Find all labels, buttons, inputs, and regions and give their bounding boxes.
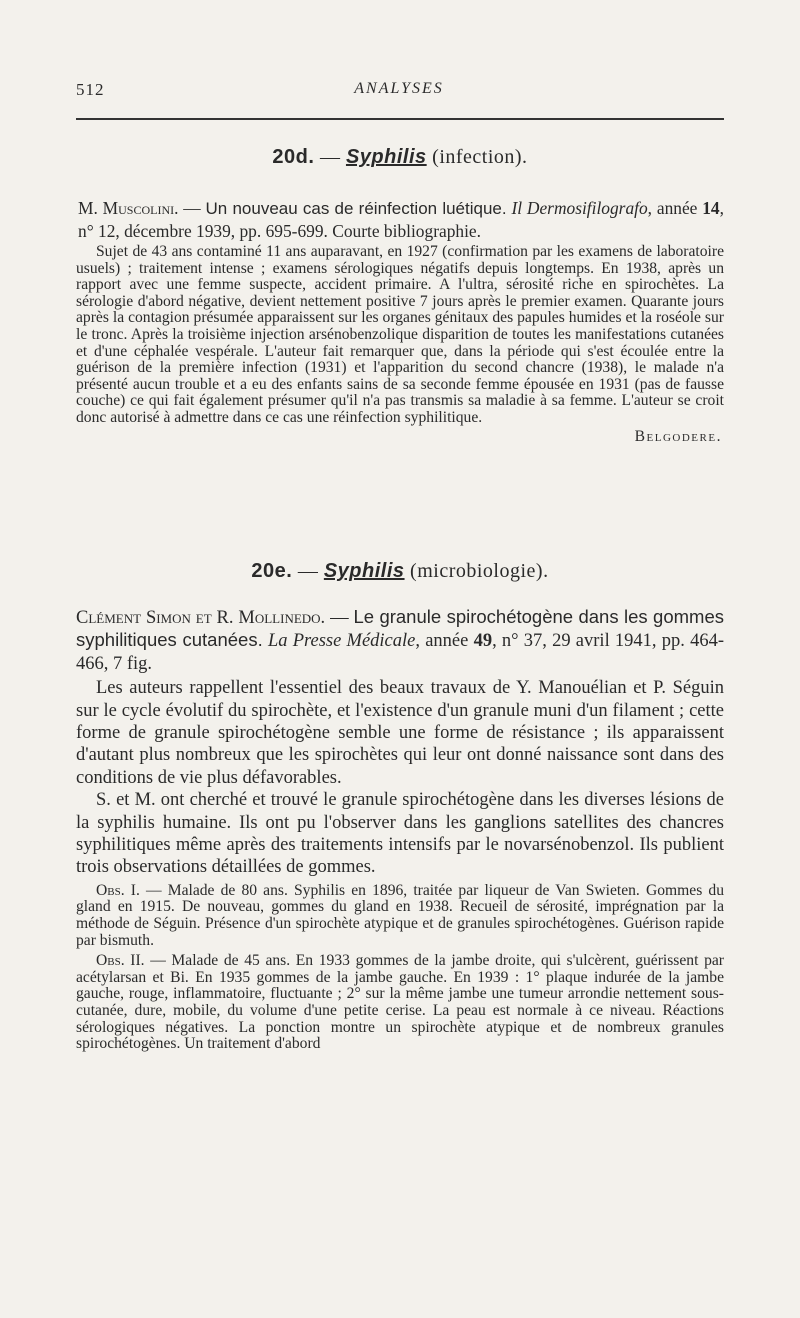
- obs-text: — Malade de 45 ans. En 1933 gommes de la jambe droite, qui s'ulcèrent, guérissent par acétylarsan et Bi. En 1935 gommes de la jambe gauche. En 1939 : 1° plaque indurée de la jambe gauche, rouge, inflammatoire, fluctuante ; 2° sur la même jambe une tumeur arrondie nettement sous-cutanée, dure, mobile, du volume d'une petite cerise. La peau est normale à ce niveau. Réactions sérologiques négatives. La ponction montre un spirochète atypique et de nombreux granules spirochétogènes. Un traitement d'abord: [76, 952, 724, 1053]
- article-muscolini: [76, 197, 724, 445]
- observation-2: [76, 953, 724, 1053]
- section-heading-20d: [76, 146, 724, 169]
- journal-name: Il Dermosifilografo: [511, 198, 648, 218]
- citation-post: , n° 12, décembre 1939, pp. 695-699. Courte bibliographie.: [78, 198, 724, 241]
- obs-label: Obs. I.: [96, 881, 140, 899]
- section-dash: —: [292, 560, 324, 582]
- obs-text: — Malade de 80 ans. Syphilis en 1896, traitée par liqueur de Van Swieten. Gommes du gland en 1915. De nouveau, gommes du gland en 1938. Recueil de sérosité, imprégnation par la méthode de Séguin. Présence d'un spirochète atypique et de granules spirochétogènes. Guérison rapide par bismuth.: [76, 881, 724, 949]
- page-number: 512: [76, 80, 105, 99]
- article-title: Un nouveau cas de réinfection luétique.: [205, 199, 507, 218]
- section-subject: (infection).: [426, 146, 528, 168]
- article-citation: [76, 606, 724, 675]
- article-simon-mollinedo: [76, 606, 724, 1053]
- section-heading-20e: [76, 560, 724, 583]
- journal-volume: 14: [702, 198, 720, 218]
- journal-volume: 49: [473, 631, 493, 652]
- citation-pre: , année: [647, 198, 703, 218]
- journal-name: La Presse Médicale: [267, 631, 416, 652]
- running-title: ANALYSES: [354, 80, 444, 97]
- section-number: 20d.: [272, 146, 315, 168]
- section-keyword: Syphilis: [345, 146, 427, 168]
- article-body: Sujet de 43 ans contaminé 11 ans auparavant, en 1927 (confirmation par les examens de laboratoire usuels) ; traitement intense ; examens sérologiques négatifs depuis longtemps. En 1938, après un rapport avec une femme suspecte, accident primaire. A l'ultra, sérosité riche en spirochètes. La sérologie d'abord négative, devient nettement positive 7 jours après le premier examen. Quarante jours après la contagion présumée apparaissent sur les organes génitaux des papules humides et la roséole sur le tronc. Après la troisième injection arsénobenzolique disparition de toutes les manifestations cutanées et d'une céphalée vespérale. L'auteur fait remarquer que, dans la période qui s'est écoulée entre la guérison de la première infection (1931) et l'apparition du second chancre (1938), le malade n'a présenté aucun trouble et a eu des enfants sains de sa seconde femme épousée en 1931 (pas de fausse couche) ce qui fait également présumer qu'il n'a pas transmis sa maladie à sa femme. L'auteur se croit donc autorisé à admettre dans ce cas une réinfection syphilitique.: [76, 243, 724, 426]
- section-dash: —: [314, 146, 346, 168]
- paragraph-1: Les auteurs rappellent l'essentiel des beaux travaux de Y. Manouélian et P. Séguin sur le cycle évolutif du spirochète, et l'existence d'un granule muni d'un filament ; cette forme de granule spirochétogène semble une forme de résistance ; ils apparaissent d'autant plus nombreux que les spirochètes qui leur ont donné naissance sont dans des conditions de vie plus défavorables.: [76, 678, 724, 788]
- article-citation: [76, 197, 724, 242]
- citation-pre: , année: [415, 631, 474, 652]
- paragraph-2: S. et M. ont cherché et trouvé le granule spirochétogène dans les diverses lésions de la syphilis humaine. Ils ont pu l'observer dans les ganglions satellites des chancres syphilitiques même après des traitements intensifs par le novarsénobenzol. Ils publient trois observations détaillées de gommes.: [76, 790, 724, 878]
- section-subject: (microbiologie).: [404, 560, 549, 582]
- observation-1: [76, 883, 724, 949]
- obs-label: Obs. II.: [96, 952, 145, 970]
- section-number: 20e.: [251, 560, 293, 582]
- article-author: M. Muscolini.: [78, 198, 179, 218]
- header-rule: [76, 118, 724, 120]
- article-title: Le granule spirochétogène dans les gommes syphilitiques cutanées.: [76, 606, 724, 651]
- citation-sep: —: [325, 608, 354, 628]
- page-header: [76, 80, 722, 102]
- article-authors: Clément Simon et R. Mollinedo.: [76, 608, 326, 628]
- signature: Belgodere.: [634, 427, 722, 445]
- section-keyword: Syphilis: [323, 560, 405, 582]
- citation-post: , n° 37, 29 avril 1941, pp. 464-466, 7 fig.: [76, 631, 725, 674]
- citation-sep: —: [178, 198, 206, 218]
